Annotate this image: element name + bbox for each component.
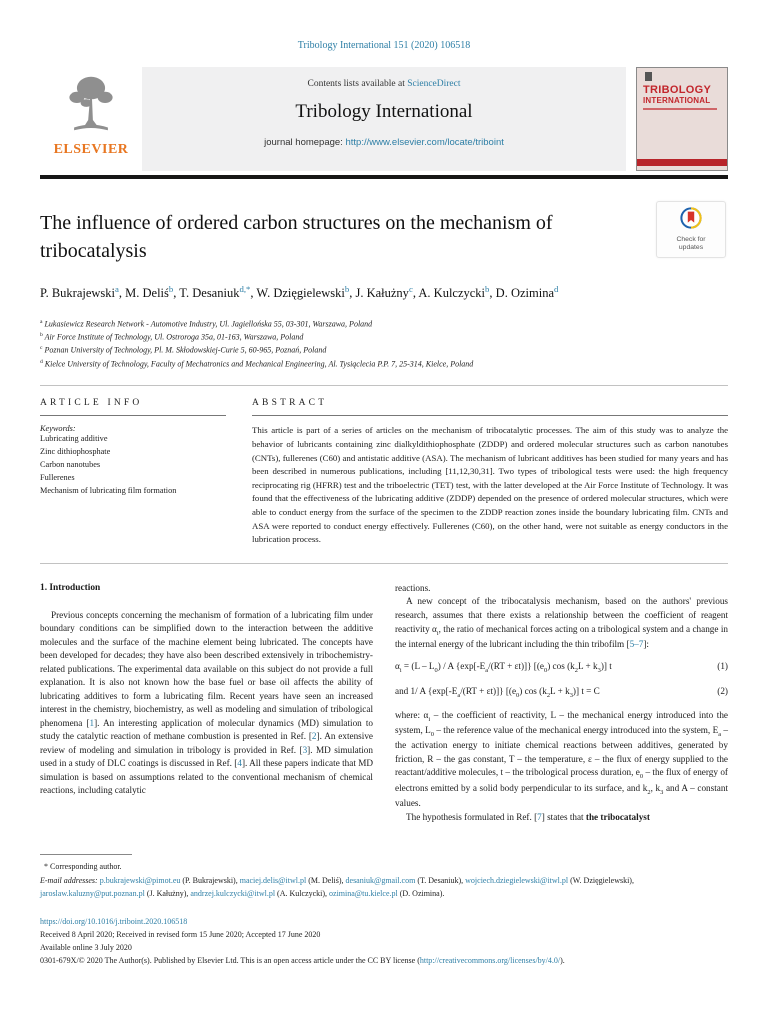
masthead-rule xyxy=(40,175,728,179)
masthead-box xyxy=(40,67,626,171)
affiliations xyxy=(40,318,728,372)
inline-link[interactable]: 1 xyxy=(89,717,95,728)
affiliation-item: $^c$ Poznan University of Technology, Pl. M. Skłodowskiej-Curie 5, 60-965, Poznań, Poland xyxy=(40,345,327,356)
abstract-heading: ABSTRACT xyxy=(252,398,328,409)
carry-text: reactions. xyxy=(395,582,431,593)
inline-link[interactable]: jaroslaw.kaluzny@put.poznan.pl xyxy=(40,888,145,898)
text-segment: 3 xyxy=(660,788,664,796)
left-column xyxy=(40,582,373,824)
where-paragraph: where: $\alpha_i$ – the coefficient of reactivity, L – the mechanical energy introduced into the system, $L_0$ – the reference value of the mechanical energy introduced into the system, $E_a$ – the activation energy to initiate chemical reactions between additives, generated by friction, R – the gas constant, T – the temperature, ε – the flux of energy supplied to the reactant/additive molecules, t – the tribological process duration, $e_0$ – the flux of energy of electrons emitted by a solid body perpendicular to its surface, and $k_2$, $k_3$ and A – constant values. xyxy=(395,709,729,809)
text-segment: a xyxy=(457,691,461,699)
affiliation-item: $^d$ Kielce University of Technology, Faculty of Mechatronics and Mechanical Engineering, Al. Tysiąclecia P.P. 7, 25-314, Kielce, Poland xyxy=(40,358,474,369)
inline-link[interactable]: 7 xyxy=(537,811,542,822)
article-info-column xyxy=(40,398,226,547)
divider-above-body xyxy=(40,563,728,564)
hypothesis-paragraph: The hypothesis formulated in Ref. [7] states that the tribocatalyst xyxy=(406,811,650,822)
email-addresses: E-mail addresses: p.bukrajewski@pimot.eu (P. Bukrajewski), maciej.delis@itwl.pl (M. Deliś), desaniuk@gmail.com (T. Desaniuk), wojciech.dziegielewski@itwl.pl (W. Dzięgielewski), jaroslaw.kaluzny@put.poznan.pl (J. Kałużny), andrzej.kulczycki@itwl.pl (A. Kulczycki), ozimina@tu.kielce.pl (D. Ozimina). xyxy=(40,875,634,898)
journal-cover-thumbnail[interactable] xyxy=(636,67,728,171)
authors-line: P. Bukrajewski$^a$, M. Deliś$^b$, T. Desaniuk$^{d,*}$, W. Dzięgielewski$^b$, J. Kałużny$^c$, A. Kulczycki$^b$, D. Ozimina$^d$ xyxy=(40,284,559,301)
inline-link[interactable]: 2 xyxy=(311,731,317,742)
text-segment: 0 xyxy=(430,730,434,738)
text-segment: 3 xyxy=(569,691,573,699)
inline-link[interactable]: http://creativecommons.org/licenses/by/4.0/ xyxy=(419,955,561,965)
footnotes xyxy=(40,854,728,968)
text-segment: 2 xyxy=(647,788,651,796)
check-updates-label: Check for updates xyxy=(676,236,706,252)
text-segment: E-mail addresses: xyxy=(40,875,100,885)
article-info-rule xyxy=(40,415,226,416)
abstract-rule xyxy=(252,415,728,416)
inline-link[interactable]: desaniuk@gmail.com xyxy=(345,875,416,885)
text-segment: i xyxy=(428,715,431,723)
inline-link[interactable]: wojciech.dziegielewski@itwl.pl xyxy=(465,875,569,885)
title-section xyxy=(40,209,728,265)
text-segment: a xyxy=(485,667,489,675)
check-updates-badge[interactable] xyxy=(656,201,726,258)
sciencedirect-link[interactable]: ScienceDirect xyxy=(407,79,461,89)
equation-1-number: (1) xyxy=(717,661,728,672)
equation-2-body: and 1/ A $\{\exp[-E_a/(RT + \varepsilon t)]\}$ [$(e_0)$ $\cos (k_2L + k_3)$] t = C xyxy=(395,685,600,699)
equation-1 xyxy=(395,660,728,675)
keyword-item: Fullerenes xyxy=(40,472,75,482)
text-segment: a xyxy=(718,730,722,738)
abstract-column xyxy=(252,398,728,547)
cover-title-line2: INTERNATIONAL xyxy=(643,96,711,105)
intro-heading: 1. Introduction xyxy=(40,582,101,593)
inline-link[interactable]: d,* xyxy=(239,284,251,294)
doi-link[interactable]: https://doi.org/10.1016/j.triboint.2020.106518 xyxy=(40,917,188,927)
cover-editors-line xyxy=(643,108,717,110)
crossmark-icon xyxy=(680,216,702,233)
elsevier-wordmark: ELSEVIER xyxy=(53,142,129,157)
abstract-text: This article is part of a series of articles on the mechanism of tribocatalytic processes. The aim of this study was to analyze the behavior of lubricants containing zinc dialkyldithiophosphate (ZDDP) and ordered molecular structures such as carbon nanotubes (CNTs), fullerenes (C60) and antistatic additive (ASA). The mechanism of lubricant additives has been studied for many years and has been described in numerous publications, including [11,12,30,31]. Two types of tribological tests were used: the high frequency reciprocating rig (HFRR) test and the triboelectric (TET) test, with the latter developed at the Air Force Institute of Technology. It was found that the effectiveness of the lubricating additive (ZDDP) depended on the presence of ordered molecular structures, which were able to conduct energy from the surface of the specimen to the ZDDP reaction zones inside the boundary lubricating film. CNTs and ASA were reported to conduct energy effectively. Fullerenes (C60), on the other hand, were not suitable as energy conductors in the lubrication process. xyxy=(252,425,728,545)
text-segment: i xyxy=(436,629,439,637)
cover-title-line1: TRIBOLOGY xyxy=(643,84,712,96)
inline-link[interactable]: b xyxy=(485,284,490,294)
inline-link[interactable]: 4 xyxy=(237,758,242,769)
article-info-heading: ARTICLE INFO xyxy=(40,398,143,409)
inline-link[interactable]: d xyxy=(554,284,559,294)
keyword-item: Mechanism of lubricating film formation xyxy=(40,485,177,495)
homepage-line xyxy=(148,137,620,148)
text-segment: i xyxy=(399,667,402,675)
equation-2-number: (2) xyxy=(717,685,728,696)
copyright-line: 0301-679X/© 2020 The Author(s). Published by Elsevier Ltd. This is an open access article under the CC BY license (http://creativecommons.org/licenses/by/4.0/). xyxy=(40,955,565,965)
available-online-line: Available online 3 July 2020 xyxy=(40,943,132,953)
journal-citation: Tribology International 151 (2020) 106518 xyxy=(297,40,471,51)
text-segment: the tribocatalyst xyxy=(585,811,650,822)
inline-link[interactable]: a xyxy=(115,284,119,294)
text-segment: 0 xyxy=(639,773,644,781)
text-segment: 3 xyxy=(597,667,601,675)
inline-link[interactable]: ozimina@tu.kielce.pl xyxy=(329,888,398,898)
divider-above-info xyxy=(40,385,728,386)
contents-line xyxy=(148,79,620,89)
inline-link[interactable]: b xyxy=(344,284,350,294)
masthead xyxy=(40,67,728,171)
keyword-item: Lubricating additive xyxy=(40,434,108,444)
right-column xyxy=(395,582,728,824)
elsevier-logo xyxy=(40,67,142,171)
affiliation-item: $^a$ Lukasiewicz Research Network - Automotive Industry, Ul. Jagiellońska 55, 03-301, Warszawa, Poland xyxy=(40,318,373,329)
equation-1-body: $\alpha_i = (L - L_0) / A$ $\{\exp[-E_a/(RT + \varepsilon t)]\}$ [$(e_0)$ $\cos (k_2L + k_3)$] t xyxy=(395,661,612,675)
elsevier-tree-icon xyxy=(62,73,120,140)
masthead-journal-title: Tribology International xyxy=(295,101,473,122)
equation-2 xyxy=(395,685,728,700)
article-title: The influence of ordered carbon structures on the mechanism of tribocatalysis xyxy=(40,212,553,262)
keywords-label: Keywords: xyxy=(40,424,76,434)
inline-link[interactable]: maciej.delis@itwl.pl xyxy=(239,875,307,885)
inline-link[interactable]: 3 xyxy=(302,744,308,755)
affiliation-item: $^b$ Air Force Institute of Technology, Ul. Ostroroga 35a, 01-163, Warszawa, Poland xyxy=(40,331,304,342)
body-columns xyxy=(40,582,728,824)
received-line: Received 8 April 2020; Received in revised form 15 June 2020; Accepted 17 June 2020 xyxy=(40,930,321,940)
text-segment: 0 xyxy=(516,691,520,699)
footnote-rule xyxy=(40,854,132,855)
keyword-item: Carbon nanotubes xyxy=(40,460,101,470)
inline-link[interactable]: c xyxy=(408,284,413,294)
contents-prefix: Contents lists available at xyxy=(307,79,408,89)
inline-link[interactable]: p.bukrajewski@pimot.eu xyxy=(99,875,181,885)
homepage-prefix: journal homepage: xyxy=(264,137,346,148)
text-segment: 0 xyxy=(543,667,548,675)
cover-red-band xyxy=(637,159,727,166)
text-segment: 0 xyxy=(434,667,438,675)
inline-link[interactable]: b xyxy=(168,284,174,294)
inline-link[interactable]: 5–7 xyxy=(629,638,644,649)
keyword-item: Zinc dithiophosphate xyxy=(40,447,111,457)
corresponding-author-note: * Corresponding author. xyxy=(44,862,122,872)
text-segment: 2 xyxy=(546,691,551,699)
masthead-center xyxy=(142,67,626,171)
cover-logo-mark xyxy=(645,72,652,81)
article-page xyxy=(40,40,728,968)
info-abstract-row xyxy=(40,398,728,547)
intro-paragraph: Previous concepts concerning the mechanism of formation of a lubricating film under boundary conditions can be simplified down to the interaction between the additive molecules and the surface of the machine element being lubricated. The concepts have been developed for decades; they have also been described extensively in tribochemistry-related publications. The experimental data available on this subject do not provide a full explanation. It is also not known how the base fuel or base oil affects the ability of lubricating additives to form a lubricating film. Recent years have seen an increased interest in the chemistry, biochemistry, as well as modeling and simulation of tribological phenomena [1]. An interesting application of molecular dynamics (MD) simulation to study the catalytic reaction of methane combustion is presented in Ref. [2]. An extensive review of modeling and simulation in tribology is provided in Ref. [3]. MD simulation used in a study of DLC coatings is discussed in Ref. [4]. All these papers indicate that MD simulation is based on assumptions related to the conventional mechanism of chemical reactions, including catalytic xyxy=(40,609,374,796)
concept-paragraph: A new concept of the tribocatalysis mechanism, based on the authors' previous research, assumes that there exists a relationship between the coefficient of reagent reactivity $\alpha_i$, the ratio of mechanical forces acting on a tribological system and a change in the internal energy of the lubricant including the thin tribofilm [5–7]: xyxy=(395,596,728,649)
inline-link[interactable]: andrzej.kulczycki@itwl.pl xyxy=(190,888,276,898)
homepage-link[interactable]: http://www.elsevier.com/locate/triboint xyxy=(345,137,504,148)
text-segment: 2 xyxy=(574,667,578,675)
